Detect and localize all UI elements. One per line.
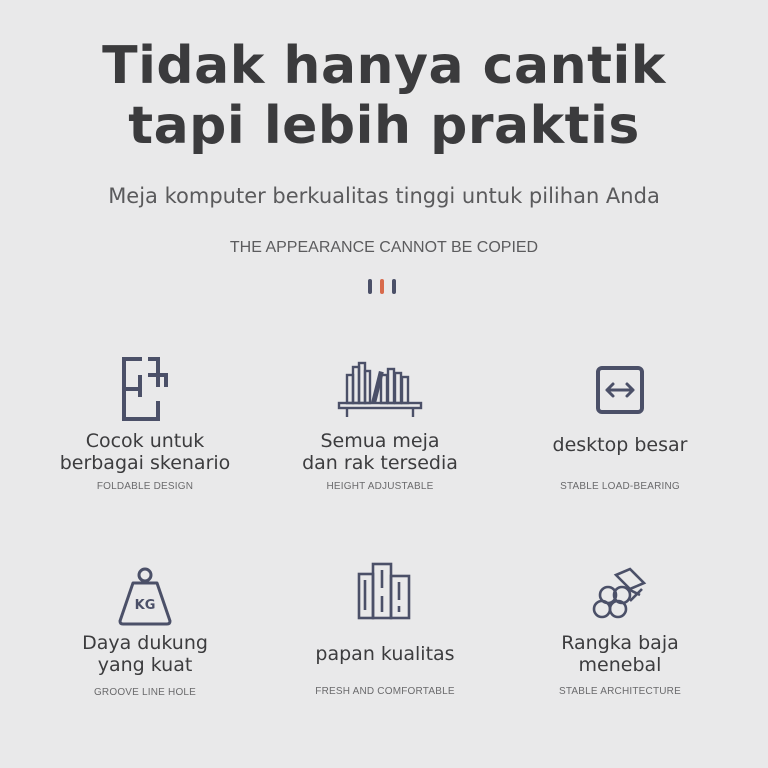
floor-plan-icon [25,355,265,425]
page-title [0,36,768,156]
feature-name-line-1: Cocok untuk [85,430,205,452]
resize-arrows-icon [500,365,740,435]
feature-name-line-2: dan rak tersedia [302,452,458,474]
accent-bar-3 [392,279,396,294]
feature-name-line-2: berbagai skenario [59,452,231,474]
accent-bars [366,279,402,295]
feature-name [500,632,740,676]
weight-kg-icon [25,565,265,635]
feature-name-line-2: menebal [578,654,662,676]
feature-caption: FOLDABLE DESIGN [96,481,194,492]
feature-name [260,430,500,474]
feature-name-line-1: desktop besar [552,434,688,456]
feature-caption: STABLE ARCHITECTURE [559,686,681,697]
steel-pipes-icon [500,565,740,635]
feature-name [25,632,265,676]
feature-name-line-1: Daya dukung [82,632,208,654]
title-line-2: tapi lebih praktis [128,96,640,156]
feature-name-line-2: yang kuat [97,654,193,676]
feature-name-line-1: papan kualitas [315,643,455,665]
feature-name-line-1: Rangka baja [561,632,679,654]
tagline: THE APPEARANCE CANNOT BE COPIED [229,239,539,256]
feature-name [500,434,740,456]
feature-caption: GROOVE LINE HOLE [93,687,197,698]
weight-kg-label: KG [134,598,156,613]
feature-caption: STABLE LOAD-BEARING [560,481,680,492]
accent-bar-2 [380,279,384,294]
wood-board-icon [265,560,505,630]
feature-caption: FRESH AND COMFORTABLE [315,686,455,697]
feature-caption: HEIGHT ADJUSTABLE [326,481,434,492]
feature-name [265,643,505,665]
feature-name [25,430,265,474]
title-line-1: Tidak hanya cantik [102,36,666,96]
bookshelf-icon [260,355,500,425]
subtitle: Meja komputer berkualitas tinggi untuk pilihan Anda [108,184,660,208]
accent-bar-1 [368,279,372,294]
feature-name-line-1: Semua meja [320,430,440,452]
